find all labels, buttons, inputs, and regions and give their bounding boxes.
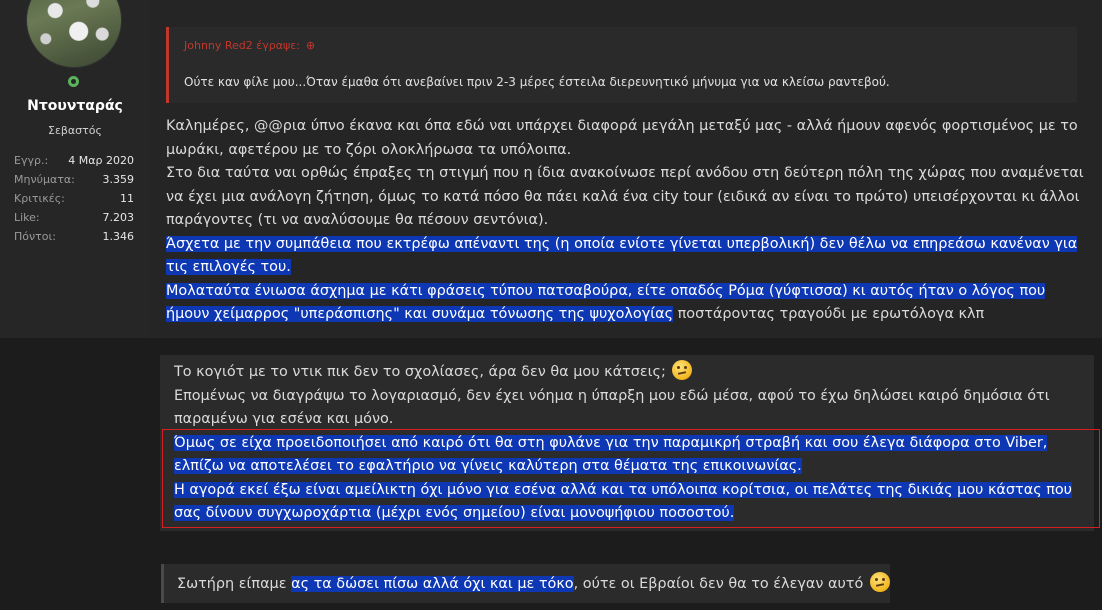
post-body (177, 572, 890, 596)
post-paragraph (166, 233, 1086, 280)
stat-value: 11 (120, 192, 134, 205)
stat-row (14, 192, 134, 211)
arrow-up-circle-icon[interactable]: ⊕ (305, 39, 316, 52)
stat-row (14, 173, 134, 192)
quote-author: Johnny Red2 έγραψε: (184, 39, 300, 52)
post-paragraph: Στο δια ταύτα ναι ορθώς έπραξες τη στιγμή που η ίδια ανακοίνωσε περί ανόδου στη δεύτερη πόλη της χώρας που αναμένεται να έχει μια ανάλογη ζήτηση, όμως το κατά πόσο θα πάει καλά ένα city tour (ειδικά αν είναι το πρώτο) υπεισέρχονται κι άλλοι παράγοντες (τι να αναλύσουμε θα πέσουν σεντόνια). (166, 165, 1084, 228)
post-mid (160, 355, 1094, 531)
highlighted-text: Μολαταύτα ένιωσα άσχημα με κάτι φράσεις τύπου πατσαβούρα, είτε οπαδός Ρόμα (γύφτισσα) κι αυτός ήταν ο λόγος που ήμουν χείμαρρος "υπεράσπισης" και συνάμα τόνωσης της ψυχολογίας (166, 282, 1046, 322)
quote-block (166, 27, 1077, 103)
post-body (166, 115, 1086, 327)
post-paragraph: Επομένως να διαγράψω το λογαριασμό, δεν έχει νόημα η ύπαρξη μου εδώ μέσα, αφού το έχω δηλώσει καιρό δημόσια ότι παραμένω για εσένα και μόνο. (174, 387, 1050, 427)
quote-text: Ούτε καν φίλε μου...Όταν έμαθα ότι ανεβαίνει πριν 2-3 μέρες έστειλα διερευνητικό μήνυμα για να κλείσω ραντεβού. (184, 75, 890, 89)
stat-value: 3.359 (102, 173, 134, 186)
stat-label: Εγγρ.: (14, 154, 49, 167)
post-body (174, 360, 1089, 526)
highlighted-text: Όμως σε είχα προειδοποιήσει από καιρό ότι θα στη φυλάνε για την παραμικρή στραβή και σου έλεγα διάφορα στο Viber, ελπίζω να αποτελέσει το εφαλτήριο να γίνεις καλύτερη στα θέματα της επικοινωνίας. (174, 434, 1048, 474)
stat-label: Like: (14, 211, 40, 224)
thinking-face-icon (672, 360, 692, 380)
author-sidebar (0, 0, 150, 338)
post-paragraph (174, 432, 1089, 479)
author-title: Σεβαστός (48, 124, 102, 137)
post-paragraph (174, 360, 1089, 385)
stat-value: 7.203 (102, 211, 134, 224)
highlighted-text: ας τα δώσει πίσω αλλά όχι και με τόκο (291, 576, 574, 592)
author-username[interactable]: Ντουνταράς (27, 98, 123, 114)
stat-label: Κριτικές: (14, 192, 65, 205)
post-text: Το κογιότ με το ντικ πικ δεν το σχολίασες, άρα δεν θα μου κάτσεις; (174, 364, 666, 380)
post-bottom (161, 564, 890, 603)
author-stats (14, 154, 134, 249)
post-text: ποστάροντας τραγούδι με ερωτόλογα κλπ (673, 306, 985, 322)
stat-row (14, 154, 134, 173)
highlighted-text: Η αγορά εκεί έξω είναι αμείλικτη όχι μόνο για εσένα αλλά και τα υπόλοιπα κορίτσια, οι πελάτες της δικιάς μου κάστας που σας δίνουν συγχωροχάρτια (μέχρι ενός σημείου) είναι μονοψήφιου ποσοστού. (174, 481, 1073, 521)
stat-row (14, 230, 134, 249)
post-text: Σωτήρη είπαμε (177, 576, 292, 592)
post-paragraph (174, 479, 1089, 526)
stat-label: Πόντοι: (14, 230, 56, 243)
thinking-face-icon (870, 572, 890, 592)
stat-row (14, 211, 134, 230)
avatar[interactable] (26, 0, 122, 68)
stat-value: 4 Μαρ 2020 (68, 154, 134, 167)
stat-value: 1.346 (102, 230, 134, 243)
post-text: , ούτε οι Εβραίοι δεν θα το έλεγαν αυτό (573, 576, 864, 592)
stat-label: Μηνύματα: (14, 173, 75, 186)
highlighted-text: Άσχετα με την συμπάθεια που εκτρέφω απέναντι της (η οποία ενίοτε γίνεται υπερβολική) δεν θέλω να επηρεάσω κανέναν για τις επιλογές του. (166, 235, 1078, 275)
post-paragraph: Καλημέρες, @@ρια ύπνο έκανα και όπα εδώ ναι υπάρχει διαφορά μεγάλη μεταξύ μας - αλλά ήμουν αφενός φορτισμένος με το μωράκι, αφετέρου με το ζόρι ολοκλήρωσα τα υπόλοιπα. (166, 118, 1078, 158)
online-status-icon (64, 72, 82, 90)
post-paragraph (166, 280, 1086, 327)
quote-author-line[interactable] (184, 39, 315, 52)
